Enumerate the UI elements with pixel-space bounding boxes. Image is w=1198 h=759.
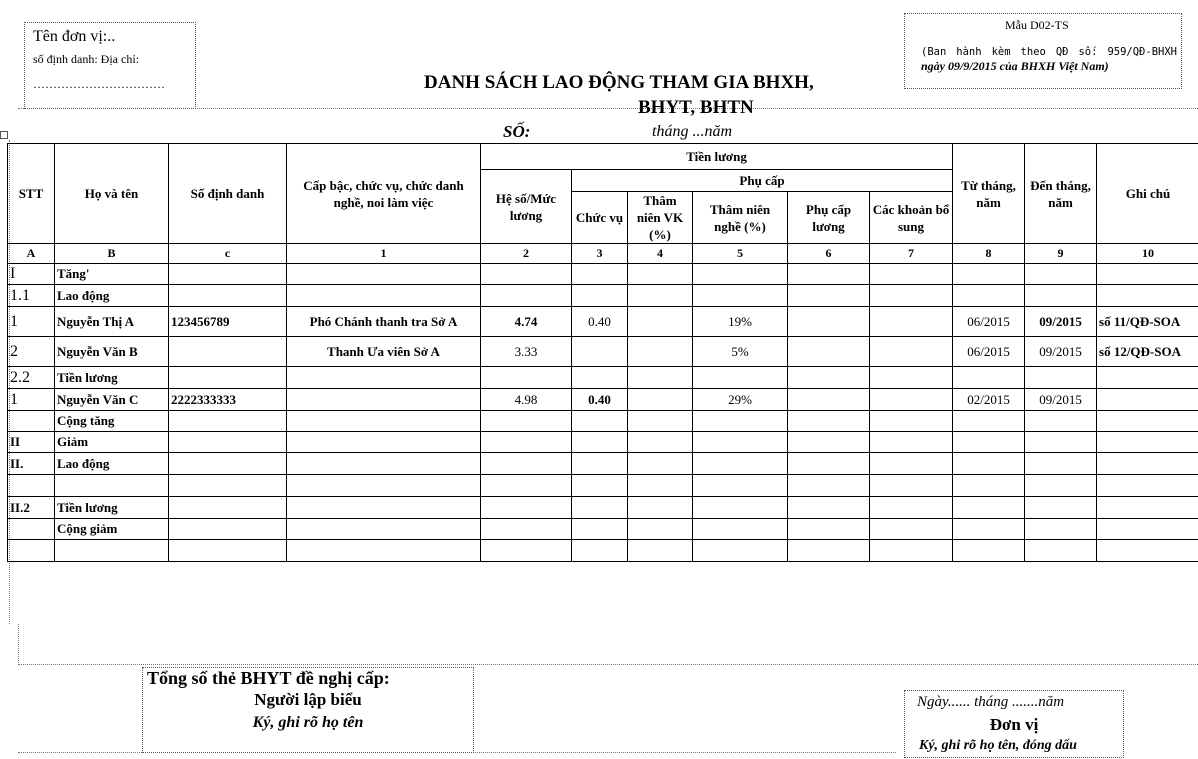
table-row xyxy=(8,389,1198,411)
cell-name: Tiền lương xyxy=(55,367,169,389)
cell-sal-allow xyxy=(788,337,870,367)
header-allowance-group: Phụ cấp xyxy=(572,170,953,192)
cell-name: Lao động xyxy=(55,285,169,307)
table-row xyxy=(8,307,1198,337)
cell-name: Nguyễn Thị A xyxy=(55,307,169,337)
cell-from: 06/2015 xyxy=(953,337,1025,367)
cell-note xyxy=(1097,367,1198,389)
cell-position xyxy=(287,285,481,307)
header-seniority-job: Thâm niên nghề (%) xyxy=(693,192,788,244)
index-cell: 4 xyxy=(628,244,693,264)
cell-id xyxy=(169,519,287,540)
cell-name: Cộng giảm xyxy=(55,519,169,540)
cell-sal-allow xyxy=(788,519,870,540)
cell-job xyxy=(693,367,788,389)
cell-job xyxy=(693,475,788,497)
cell-from xyxy=(953,475,1025,497)
index-cell: 1 xyxy=(287,244,481,264)
cell-vk xyxy=(628,519,693,540)
cell-position xyxy=(287,540,481,562)
cell-stt: 1 xyxy=(8,389,55,411)
cell-stt xyxy=(8,411,55,432)
cell-note xyxy=(1097,432,1198,453)
cell-note xyxy=(1097,475,1198,497)
header-name: Họ và tên xyxy=(55,144,169,244)
cell-name: Nguyễn Văn B xyxy=(55,337,169,367)
cell-id: 2222333333 xyxy=(169,389,287,411)
cell-other xyxy=(870,475,953,497)
index-cell: A xyxy=(8,244,55,264)
signature-unit-label: Đơn vị xyxy=(989,715,1039,734)
cell-id: 123456789 xyxy=(169,307,287,337)
cell-stt: 2 xyxy=(8,337,55,367)
cell-other xyxy=(870,519,953,540)
header-salary-allowance: Phụ cấp lương xyxy=(788,192,870,244)
table-row xyxy=(8,540,1198,562)
header-stt: STT xyxy=(8,144,55,244)
table-row xyxy=(8,337,1198,367)
cell-vk xyxy=(628,285,693,307)
cell-stt: 2.2 xyxy=(8,367,55,389)
cell-vk xyxy=(628,337,693,367)
table-row xyxy=(8,411,1198,432)
cell-from xyxy=(953,367,1025,389)
cell-other xyxy=(870,264,953,285)
cell-stt: II.2 xyxy=(8,497,55,519)
cell-from xyxy=(953,285,1025,307)
cell-vk xyxy=(628,432,693,453)
table-row xyxy=(8,264,1198,285)
cell-coef xyxy=(481,475,572,497)
form-issued-note xyxy=(921,44,1177,73)
cell-note xyxy=(1097,285,1198,307)
cell-stt xyxy=(8,475,55,497)
cell-to xyxy=(1025,453,1097,475)
header-from: Từ tháng, năm xyxy=(953,144,1025,244)
cell-id xyxy=(169,432,287,453)
cell-stt: 1 xyxy=(8,307,55,337)
preparer-label: Người lập biểu xyxy=(254,690,362,709)
cell-position xyxy=(287,411,481,432)
cell-sal-allow xyxy=(788,367,870,389)
cell-from xyxy=(953,540,1025,562)
cell-job: 19% xyxy=(693,307,788,337)
cell-job xyxy=(693,519,788,540)
cell-other xyxy=(870,285,953,307)
cell-job: 5% xyxy=(693,337,788,367)
cell-sal-allow xyxy=(788,497,870,519)
cell-coef xyxy=(481,411,572,432)
cell-job: 29% xyxy=(693,389,788,411)
cell-from: 06/2015 xyxy=(953,307,1025,337)
cell-pos-allow xyxy=(572,432,628,453)
cell-stt xyxy=(8,540,55,562)
cell-other xyxy=(870,337,953,367)
cell-coef xyxy=(481,432,572,453)
cell-name xyxy=(55,540,169,562)
cell-note xyxy=(1097,497,1198,519)
cell-coef xyxy=(481,497,572,519)
labor-table xyxy=(7,143,1198,562)
cell-pos-allow xyxy=(572,497,628,519)
bhyt-total-label: Tổng số thẻ BHYT đề nghị cấp: xyxy=(147,668,390,688)
table-row xyxy=(8,285,1198,307)
cell-stt: I xyxy=(8,264,55,285)
cell-to xyxy=(1025,519,1097,540)
cell-other xyxy=(870,389,953,411)
preparer-sign-label: Ký, ghi rõ họ tên xyxy=(252,714,364,731)
cell-note xyxy=(1097,411,1198,432)
cell-pos-allow: 0.40 xyxy=(572,307,628,337)
header-id: Số định danh xyxy=(169,144,287,244)
table-row xyxy=(8,453,1198,475)
cell-pos-allow xyxy=(572,367,628,389)
index-cell: 2 xyxy=(481,244,572,264)
unit-name-label: Tên đơn vị:.. xyxy=(33,28,116,45)
cell-job xyxy=(693,264,788,285)
cell-sal-allow xyxy=(788,389,870,411)
index-cell: B xyxy=(55,244,169,264)
cell-coef xyxy=(481,540,572,562)
cell-job xyxy=(693,432,788,453)
cell-other xyxy=(870,432,953,453)
bhyt-summary-box xyxy=(142,667,474,753)
cell-job xyxy=(693,453,788,475)
cell-id xyxy=(169,285,287,307)
index-cell: 10 xyxy=(1097,244,1198,264)
header-note: Ghi chú xyxy=(1097,144,1198,244)
cell-stt: 1.1 xyxy=(8,285,55,307)
cell-vk xyxy=(628,411,693,432)
cell-to: 09/2015 xyxy=(1025,337,1097,367)
month-year-label: tháng ...năm xyxy=(652,123,732,140)
cell-other xyxy=(870,497,953,519)
cell-sal-allow xyxy=(788,411,870,432)
table-row xyxy=(8,519,1198,540)
index-cell: 7 xyxy=(870,244,953,264)
cell-from xyxy=(953,497,1025,519)
cell-sal-allow xyxy=(788,285,870,307)
cell-sal-allow xyxy=(788,307,870,337)
cell-to xyxy=(1025,367,1097,389)
cell-job xyxy=(693,285,788,307)
cell-pos-allow xyxy=(572,540,628,562)
cell-id xyxy=(169,497,287,519)
cell-vk xyxy=(628,307,693,337)
cell-job xyxy=(693,540,788,562)
cell-pos-allow xyxy=(572,453,628,475)
cell-to xyxy=(1025,264,1097,285)
cell-from xyxy=(953,432,1025,453)
cell-job xyxy=(693,497,788,519)
unit-dots: …………………………… xyxy=(33,77,165,91)
cell-name: Tăng' xyxy=(55,264,169,285)
cell-pos-allow xyxy=(572,337,628,367)
cell-name: Nguyễn Văn C xyxy=(55,389,169,411)
page-title-line2: BHYT, BHTN xyxy=(638,97,754,118)
cell-other xyxy=(870,540,953,562)
cell-name: Cộng tăng xyxy=(55,411,169,432)
page-frame-bottom xyxy=(18,624,1198,665)
cell-from: 02/2015 xyxy=(953,389,1025,411)
cell-to xyxy=(1025,432,1097,453)
cell-vk xyxy=(628,367,693,389)
unit-id-address-label: số định danh: Địa chỉ: xyxy=(33,52,139,66)
cell-other xyxy=(870,411,953,432)
cell-coef xyxy=(481,285,572,307)
cell-note xyxy=(1097,389,1198,411)
cell-to xyxy=(1025,540,1097,562)
form-issued-prefix: (Ban hành kèm theo QĐ số: 959/QĐ-BHXH xyxy=(921,46,1177,58)
cell-position xyxy=(287,432,481,453)
cell-position xyxy=(287,264,481,285)
cell-stt: II xyxy=(8,432,55,453)
cell-position: Phó Chánh thanh tra Sở A xyxy=(287,307,481,337)
form-issued-date: ngày 09/9/2015 của BHXH Việt Nam) xyxy=(921,59,1109,73)
cell-id xyxy=(169,367,287,389)
cell-id xyxy=(169,337,287,367)
cell-sal-allow xyxy=(788,453,870,475)
cell-id xyxy=(169,453,287,475)
cell-note xyxy=(1097,453,1198,475)
cell-pos-allow xyxy=(572,411,628,432)
cell-coef: 4.74 xyxy=(481,307,572,337)
cell-job xyxy=(693,411,788,432)
cell-coef: 3.33 xyxy=(481,337,572,367)
table-row xyxy=(8,367,1198,389)
cell-to: 09/2015 xyxy=(1025,389,1097,411)
cell-from xyxy=(953,264,1025,285)
form-code: Mẫu D02-TS xyxy=(1005,18,1069,32)
unit-info-box xyxy=(24,22,196,109)
cell-to xyxy=(1025,285,1097,307)
cell-vk xyxy=(628,540,693,562)
signature-instruction: Ký, ghi rõ họ tên, đóng dấu xyxy=(919,738,1077,753)
cell-position xyxy=(287,367,481,389)
cell-pos-allow xyxy=(572,475,628,497)
cell-sal-allow xyxy=(788,264,870,285)
cell-position xyxy=(287,453,481,475)
cell-name: Tiền lương xyxy=(55,497,169,519)
cell-sal-allow xyxy=(788,475,870,497)
cell-pos-allow: 0.40 xyxy=(572,389,628,411)
header-salary-group: Tiền lương xyxy=(481,144,953,170)
cell-to xyxy=(1025,497,1097,519)
table-move-handle-icon[interactable] xyxy=(0,131,8,139)
cell-note: số 11/QĐ-SOA xyxy=(1097,307,1198,337)
cell-name: Giảm xyxy=(55,432,169,453)
cell-name: Lao động xyxy=(55,453,169,475)
cell-coef xyxy=(481,519,572,540)
cell-coef xyxy=(481,264,572,285)
cell-stt xyxy=(8,519,55,540)
cell-position xyxy=(287,497,481,519)
table-row xyxy=(8,497,1198,519)
table-row xyxy=(8,432,1198,453)
cell-to xyxy=(1025,475,1097,497)
cell-other xyxy=(870,453,953,475)
cell-note xyxy=(1097,540,1198,562)
cell-to: 09/2015 xyxy=(1025,307,1097,337)
cell-vk xyxy=(628,475,693,497)
cell-coef xyxy=(481,367,572,389)
index-cell: 3 xyxy=(572,244,628,264)
cell-name xyxy=(55,475,169,497)
header-seniority-vk: Thâm niên VK (%) xyxy=(628,192,693,244)
page-title-line1: DANH SÁCH LAO ĐỘNG THAM GIA BHXH, xyxy=(424,72,814,93)
cell-from xyxy=(953,411,1025,432)
cell-id xyxy=(169,475,287,497)
cell-sal-allow xyxy=(788,540,870,562)
cell-position xyxy=(287,389,481,411)
cell-position xyxy=(287,519,481,540)
cell-note xyxy=(1097,519,1198,540)
cell-from xyxy=(953,453,1025,475)
document-number-label: SỐ: xyxy=(503,122,531,141)
index-cell: c xyxy=(169,244,287,264)
cell-other xyxy=(870,307,953,337)
cell-vk xyxy=(628,389,693,411)
cell-id xyxy=(169,264,287,285)
cell-pos-allow xyxy=(572,285,628,307)
cell-position xyxy=(287,475,481,497)
cell-vk xyxy=(628,453,693,475)
header-to: Đến tháng, năm xyxy=(1025,144,1097,244)
cell-pos-allow xyxy=(572,519,628,540)
cell-stt: II. xyxy=(8,453,55,475)
cell-sal-allow xyxy=(788,432,870,453)
header-coef: Hệ số/Mức lương xyxy=(481,170,572,244)
cell-note: số 12/QĐ-SOA xyxy=(1097,337,1198,367)
index-cell: 6 xyxy=(788,244,870,264)
index-cell: 5 xyxy=(693,244,788,264)
cell-vk xyxy=(628,264,693,285)
cell-note xyxy=(1097,264,1198,285)
index-cell: 8 xyxy=(953,244,1025,264)
cell-id xyxy=(169,411,287,432)
cell-pos-allow xyxy=(572,264,628,285)
header-other: Các khoản bổ sung xyxy=(870,192,953,244)
cell-vk xyxy=(628,497,693,519)
cell-coef xyxy=(481,453,572,475)
cell-coef: 4.98 xyxy=(481,389,572,411)
unit-signature-box xyxy=(904,690,1124,758)
cell-position: Thanh Ưa viên Sở A xyxy=(287,337,481,367)
cell-from xyxy=(953,519,1025,540)
cell-other xyxy=(870,367,953,389)
cell-id xyxy=(169,540,287,562)
cell-to xyxy=(1025,411,1097,432)
signature-date-line: Ngày...... tháng .......năm xyxy=(917,694,1065,710)
form-code-box xyxy=(904,13,1182,89)
table-row xyxy=(8,475,1198,497)
header-position-allowance: Chức vụ xyxy=(572,192,628,244)
header-position: Cấp bậc, chức vụ, chức danh nghề, noi làm việc xyxy=(287,144,481,244)
index-cell: 9 xyxy=(1025,244,1097,264)
